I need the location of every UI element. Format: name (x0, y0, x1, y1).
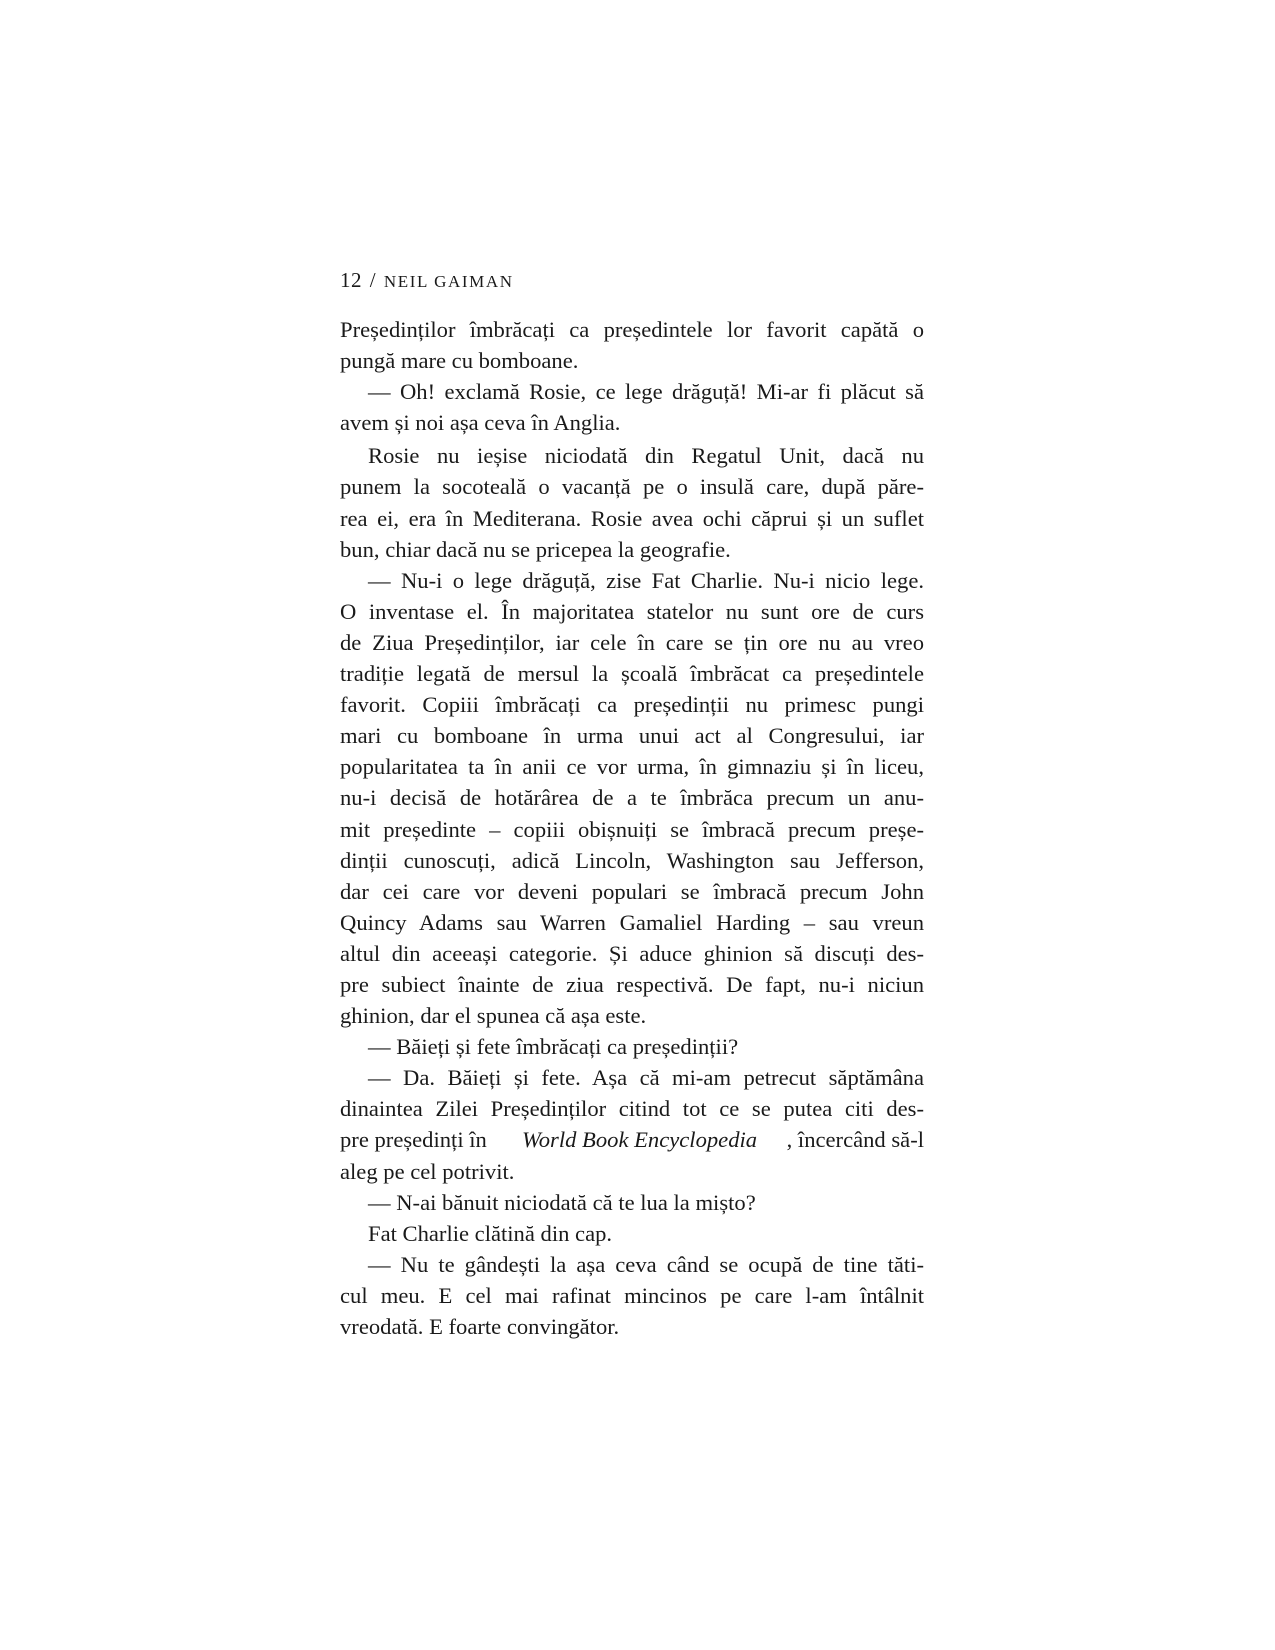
text-line: tradiție legată de mersul la școală îmbrăcat ca președintele (340, 661, 924, 687)
text-line: pre subiect înainte de ziua respectivă. De fapt, nu-i niciun (340, 971, 924, 997)
running-head (340, 268, 514, 293)
text-line: vreodată. E foarte convingător. (340, 1314, 620, 1339)
text-line: ghinion, dar el spunea că așa este. (340, 1003, 647, 1029)
text-line: bun, chiar dacă nu se pricepea la geografie. (340, 536, 731, 562)
text-line-with-title (340, 1124, 924, 1155)
text-line: aleg pe cel potrivit. (340, 1158, 515, 1184)
paragraph-start: Fat Charlie clătină din cap. (368, 1220, 613, 1246)
text-segment: , încercând să-l (786, 1127, 924, 1153)
text-line: rea ei, era în Mediterana. Rosie avea ochi căprui și un suflet (340, 505, 924, 531)
text-line: dinaintea Zilei Președinților citind tot ce se putea citi des- (340, 1096, 924, 1122)
text-line: Președinților îmbrăcați ca președintele lor favorit capătă o (340, 317, 924, 342)
page-number: 12 (340, 268, 362, 292)
text-line: favorit. Copiii îmbrăcați ca președinții nu primesc pungi (340, 692, 924, 718)
text-line: punem la socoteală o vacanță pe o insulă care, după păre- (340, 474, 924, 500)
dialogue-line: — Nu-i o lege drăguță, zise Fat Charlie. Nu-i nicio lege. (368, 567, 924, 593)
text-line: dinții cunoscuți, adică Lincoln, Washington sau Jefferson, (340, 847, 924, 873)
text-line: mit președinte – copiii obișnuiți se îmbracă precum preșe- (340, 816, 924, 842)
text-line: mari cu bomboane în urma unui act al Congresului, iar (340, 723, 924, 749)
body-text (340, 314, 924, 1342)
text-line: dar cei care vor deveni populari se îmbracă precum John (340, 878, 924, 904)
dialogue-line: — Da. Băieți și fete. Așa că mi-am petrecut săptămâna (368, 1065, 924, 1091)
author-name: NEIL GAIMAN (383, 272, 514, 291)
paragraph-start: Rosie nu ieșise niciodată din Regatul Unit, dacă nu (368, 443, 924, 469)
text-line: cul meu. E cel mai rafinat mincinos pe care l-am întâlnit (340, 1282, 924, 1308)
text-line: popularitatea ta în anii ce vor urma, în gimnaziu și în liceu, (340, 754, 924, 780)
text-line: de Ziua Președinților, iar cele în care se țin ore nu au vreo (340, 629, 924, 655)
dialogue-line: — Băieți și fete îmbrăcați ca președinții? (368, 1034, 739, 1060)
text-line: nu-i decisă de hotărârea de a te îmbrăca precum un anu- (340, 785, 924, 811)
text-line: Quincy Adams sau Warren Gamaliel Harding – sau vreun (340, 909, 924, 935)
dialogue-line: — Oh! exclamă Rosie, ce lege drăguță! Mi-ar fi plăcut să (368, 379, 924, 405)
dialogue-line: — N-ai bănuit niciodată că te lua la mișto? (368, 1189, 756, 1215)
text-line: altul din aceeași categorie. Și aduce ghinion să discuți des- (340, 940, 924, 966)
text-segment: pre președinți în (340, 1127, 493, 1153)
dialogue-line: — Nu te gândești la așa ceva când se ocupă de tine tăti- (368, 1251, 924, 1277)
header-separator: / (369, 268, 377, 292)
book-title: World Book Encyclopedia (522, 1127, 758, 1153)
text-line: pungă mare cu bomboane. (340, 348, 579, 374)
text-line: avem și noi așa ceva în Anglia. (340, 410, 621, 436)
text-line: O inventase el. În majoritatea statelor nu sunt ore de curs (340, 598, 924, 624)
